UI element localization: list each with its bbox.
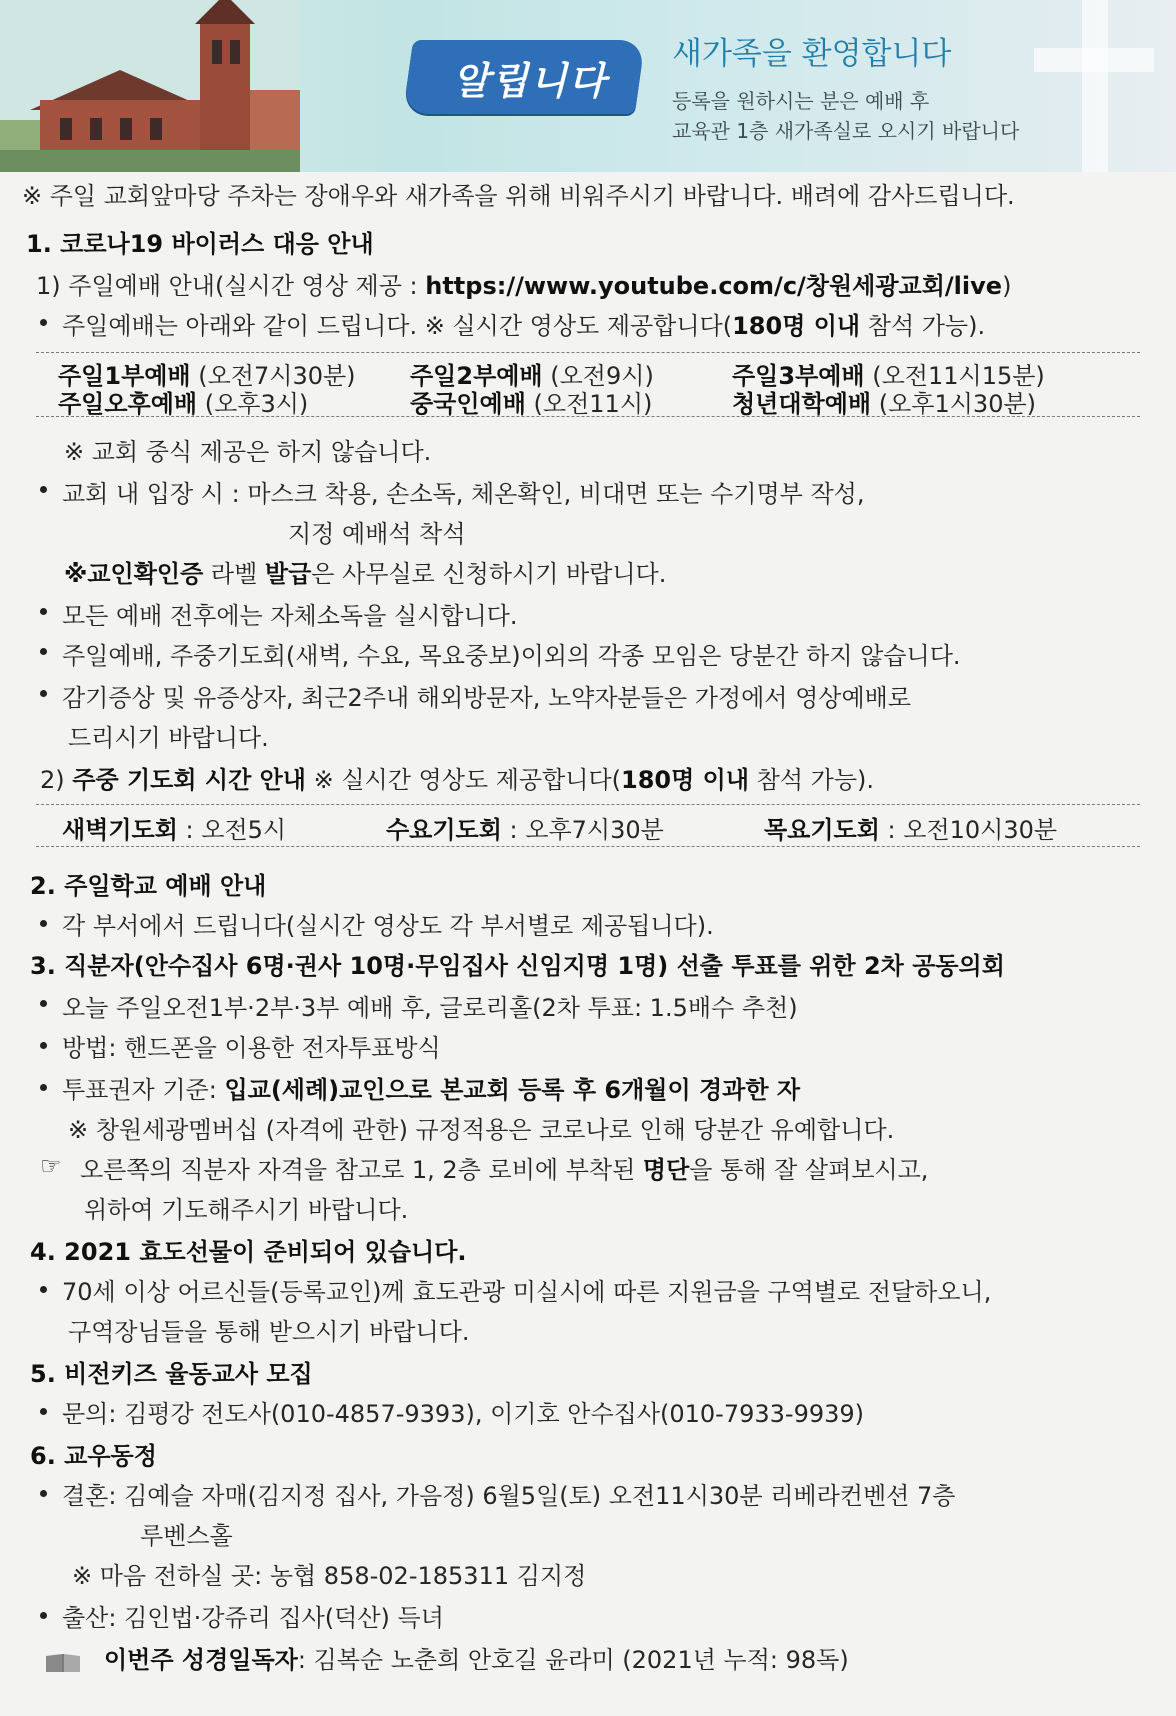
prayer-name: 목요기도회 [764, 816, 880, 844]
worship-info-line [62, 306, 985, 341]
capacity-limit: 180명 이내 [732, 312, 861, 340]
vote-schedule: 오늘 주일오전1부·2부·3부 예배 후, 글로리홀(2차 투표: 1.5배수 추천) [62, 994, 798, 1022]
bullet [40, 1042, 47, 1049]
bullet [40, 1286, 47, 1293]
book-icon [44, 1652, 82, 1674]
ref-c: 을 통해 잘 살펴보시고, [689, 1156, 929, 1184]
section-6-title: 6. 교우동정 [30, 1442, 157, 1470]
bullet [40, 1000, 47, 1007]
sunday-worship-subheading [36, 266, 1011, 301]
service-name: 청년대학예배 [732, 390, 872, 418]
pointing-hand-icon: ☞ [40, 1152, 62, 1180]
bullet [40, 1084, 47, 1091]
bible-readers-label: 이번주 성경일독자 [104, 1646, 298, 1674]
sub2-capacity: 180명 이내 [621, 766, 750, 794]
worship-info-c: 참석 가능). [860, 312, 986, 340]
bible-readers [104, 1640, 849, 1675]
service-time: (오전7시30분) [190, 362, 356, 390]
section-1-title: 1. 코로나19 바이러스 대응 안내 [26, 230, 374, 258]
sub2-number: 2) [40, 766, 73, 794]
gift-account: ※ 마음 전하실 곳: 농협 858-02-185311 김지정 [72, 1562, 587, 1590]
sub2-title: 주중 기도회 시간 안내 [72, 766, 306, 794]
entry-rules-line-2: 지정 예배석 착석 [288, 520, 466, 548]
sub1-prefix: 1) 주일예배 안내(실시간 영상 제공 : [36, 272, 426, 300]
section-4-title: 4. 2021 효도선물이 준비되어 있습니다. [30, 1238, 467, 1266]
gift-line-1: 70세 이상 어르신들(등록교인)께 효도관광 미실시에 따른 지원금을 구역별로 전달하오니, [62, 1278, 992, 1306]
service-name: 주일2부예배 [410, 362, 543, 390]
prayer-time: : 오전5시 [177, 816, 287, 844]
cross-icon [1034, 0, 1154, 172]
bullet [40, 608, 47, 615]
worship-info-a: 주일예배는 아래와 같이 드립니다. ※ 실시간 영상도 제공합니다( [62, 312, 733, 340]
service-time: (오전11시) [525, 390, 653, 418]
cold-symptom-line-1: 감기증상 및 유증상자, 최근2주내 해외방문자, 노약자분들은 가정에서 영상예배로 [62, 684, 911, 712]
divider [36, 804, 1140, 805]
criteria-value: 입교(세례)교인으로 본교회 등록 후 6개월이 경과한 자 [224, 1076, 801, 1104]
voter-criteria [62, 1070, 800, 1105]
member-label-note [64, 554, 666, 589]
prayer-name: 수요기도회 [386, 816, 502, 844]
section-5-title: 5. 비전키즈 율동교사 모집 [30, 1360, 313, 1388]
candidate-list-label: 명단 [642, 1156, 690, 1184]
label-text: 라벨 [203, 560, 265, 588]
disinfection-note: 모든 예배 전후에는 자체소독을 실시합니다. [62, 602, 518, 630]
service-item [732, 384, 1036, 419]
prayer-time: : 오후7시30분 [501, 816, 664, 844]
cold-symptom-line-2: 드리시기 바랍니다. [68, 724, 269, 752]
church-illustration [0, 0, 300, 172]
sub1-suffix: ) [1002, 272, 1012, 300]
prayer-item [386, 810, 664, 845]
divider [36, 846, 1140, 847]
prayer-item [62, 810, 286, 845]
birth-note: 출산: 김인법·강쥬리 집사(덕산) 득녀 [62, 1604, 444, 1632]
ref-a: 오른쪽의 직분자 자격을 참고로 1, 2층 로비에 부착된 [80, 1156, 643, 1184]
divider [36, 416, 1140, 417]
service-time: (오후3시) [197, 390, 309, 418]
welcome-line-2: 교육관 1층 새가족실로 오시기 바랍니다 [672, 119, 1020, 143]
no-meal-note: ※ 교회 중식 제공은 하지 않습니다. [64, 438, 432, 466]
welcome-line-1: 등록을 원하시는 분은 예배 후 [672, 89, 930, 113]
bullet [40, 1490, 47, 1497]
bullet [40, 1408, 47, 1415]
label-tail: 은 사무실로 신청하시기 바랍니다. [311, 560, 667, 588]
youtube-url: https://www.youtube.com/c/창원세광교회/live [425, 272, 1003, 300]
criteria-label: 투표권자 기준: [62, 1076, 225, 1104]
recruit-contact: 문의: 김평강 전도사(010-4857-9393), 이기호 안수집사(010-7933-9939) [62, 1400, 865, 1428]
service-time: (오전11시15분) [864, 362, 1045, 390]
divider [36, 352, 1140, 353]
bullet [40, 648, 47, 655]
section-2-title: 2. 주일학교 예배 안내 [30, 872, 267, 900]
service-time: (오후1시30분) [871, 390, 1037, 418]
sunday-school-note: 각 부서에서 드립니다(실시간 영상도 각 부서별로 제공됩니다). [62, 912, 714, 940]
notice-badge-label: 알립니다 [452, 58, 608, 103]
service-name: 주일오후예배 [58, 390, 198, 418]
service-item [410, 384, 652, 419]
welcome-title: 새가족을 환영합니다 [672, 36, 952, 72]
issue-label: 발급 [264, 560, 312, 588]
bible-readers-names: : 김복순 노춘희 안호길 윤라미 (2021년 누적: 98독) [297, 1646, 849, 1674]
service-name: 중국인예배 [410, 390, 526, 418]
prayer-time: : 오전10시30분 [879, 816, 1058, 844]
gatherings-note: 주일예배, 주중기도회(새벽, 수요, 목요중보)이외의 각종 모임은 당분간 하지 않습니다. [62, 642, 961, 670]
member-id-label: ※교인확인증 [64, 560, 204, 588]
prayer-item [764, 810, 1057, 845]
candidate-list-note [80, 1150, 928, 1185]
bullet [40, 920, 47, 927]
sub2-c: 참석 가능). [749, 766, 875, 794]
section-3-title: 3. 직분자(안수집사 6명·권사 10명·무임집사 신임지명 1명) 선출 투표를 위한 2차 공동의회 [30, 952, 1005, 980]
bullet [40, 486, 47, 493]
gift-line-2: 구역장님들을 통해 받으시기 바랍니다. [68, 1318, 470, 1346]
wedding-line-2: 루벤스홀 [140, 1522, 233, 1550]
welcome-subtitle [672, 86, 1019, 146]
entry-rules-line-1: 교회 내 입장 시 : 마스크 착용, 손소독, 체온확인, 비대면 또는 수기명부 작성, [62, 480, 865, 508]
vote-method: 방법: 핸드폰을 이용한 전자투표방식 [62, 1034, 441, 1062]
wedding-line-1: 결혼: 김예슬 자매(김지정 집사, 가음정) 6월5일(토) 오전11시30분 리베라컨벤션 7층 [62, 1482, 956, 1510]
bullet [40, 1612, 47, 1619]
prayer-subheading [40, 760, 874, 795]
parking-notice: ※ 주일 교회앞마당 주차는 장애우와 새가족을 위해 비워주시기 바랍니다. 배려에 감사드립니다. [22, 182, 1015, 210]
service-name: 주일3부예배 [732, 362, 865, 390]
membership-note: ※ 창원세광멤버십 (자격에 관한) 규정적용은 코로나로 인해 당분간 유예합니다. [68, 1116, 895, 1144]
service-name: 주일1부예배 [58, 362, 191, 390]
bullet [40, 319, 47, 326]
prayer-name: 새벽기도회 [62, 816, 178, 844]
service-item [58, 384, 308, 419]
bullet [40, 690, 47, 697]
sub2-a: ※ 실시간 영상도 제공합니다( [306, 766, 622, 794]
service-time: (오전9시) [542, 362, 654, 390]
candidate-list-note-line-2: 위하여 기도해주시기 바랍니다. [84, 1196, 409, 1224]
header-banner [0, 0, 1176, 172]
